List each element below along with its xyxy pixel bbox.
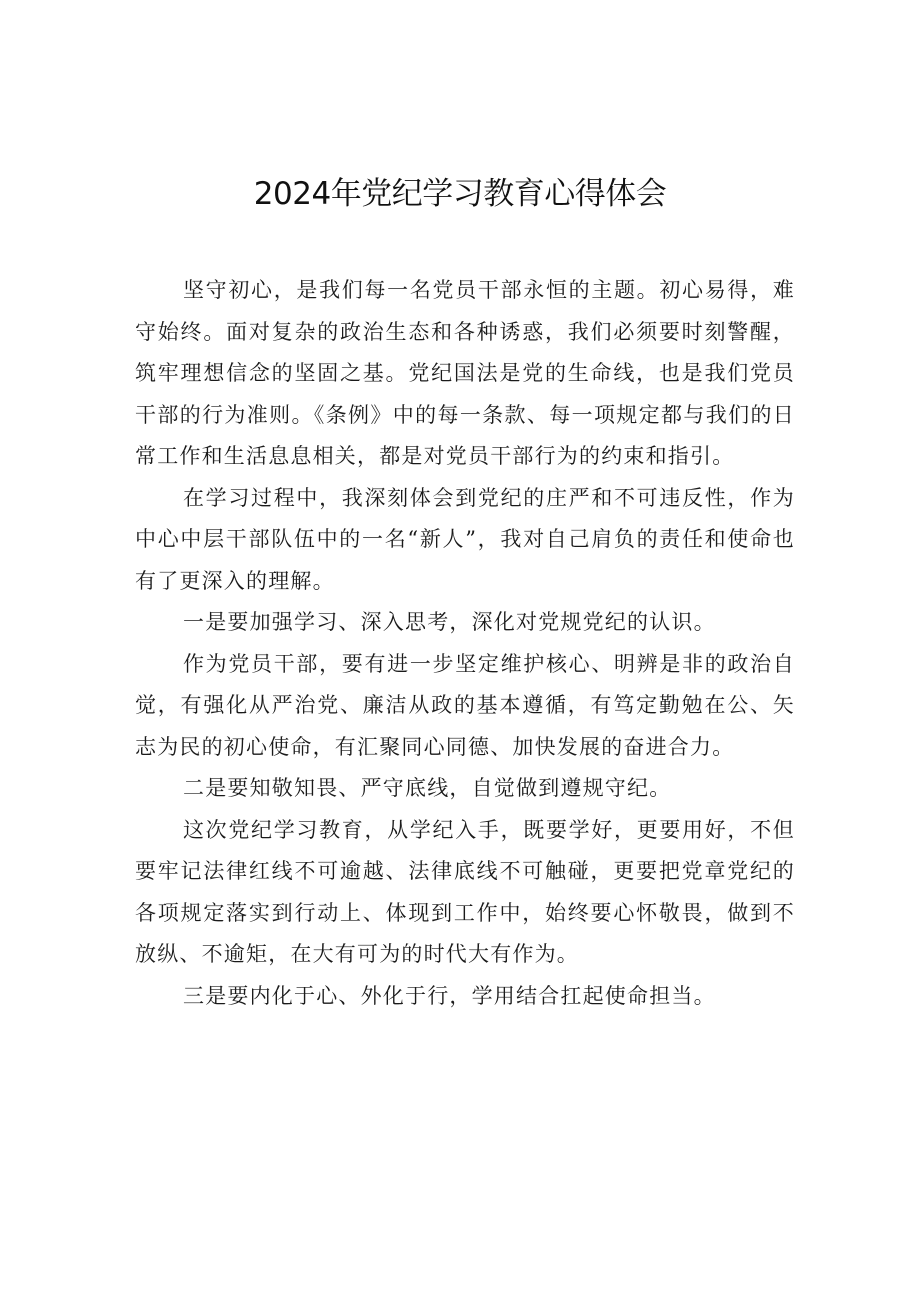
document-body (135, 270, 795, 1017)
paragraph-5: 二是要知敬知畏、严守底线，自觉做到遵规守纪。 (183, 776, 672, 800)
paragraph-2: 在学习过程中，我深刻体会到党纪的庄严和不可违反性，作为中心中层干部队伍中的一名“新人”，我对自己肩负的责任和使命也有了更深入的理解。 (135, 485, 795, 593)
document-title: 2024年党纪学习教育心得体会 (253, 176, 667, 212)
paragraph-4: 作为党员干部，要有进一步坚定维护核心、明辨是非的政治自觉，有强化从严治党、廉洁从政的基本遵循，有笃定勤勉在公、矢志为民的初心使命，有汇聚同心同德、加快发展的奋进合力。 (135, 651, 795, 759)
paragraph-3: 一是要加强学习、深入思考，深化对党规党纪的认识。 (183, 610, 716, 634)
paragraph-6: 这次党纪学习教育，从学纪入手，既要学好，更要用好，不但要牢记法律红线不可逾越、法律底线不可触碰，更要把党章党纪的各项规定落实到行动上、体现到工作中，始终要心怀敬畏，做到不放纵、不逾矩，在大有可为的时代大有作为。 (135, 817, 795, 966)
paragraph-1: 坚守初心，是我们每一名党员干部永恒的主题。初心易得，难守始终。面对复杂的政治生态和各种诱惑，我们必须要时刻警醒，筑牢理想信念的坚固之基。党纪国法是党的生命线，也是我们党员干部的行为准则。《条例》中的每一条款、每一项规定都与我们的日常工作和生活息息相关，都是对党员干部行为的约束和指引。 (135, 278, 795, 468)
paragraph-7: 三是要内化于心、外化于行，学用结合扛起使命担当。 (183, 983, 716, 1008)
